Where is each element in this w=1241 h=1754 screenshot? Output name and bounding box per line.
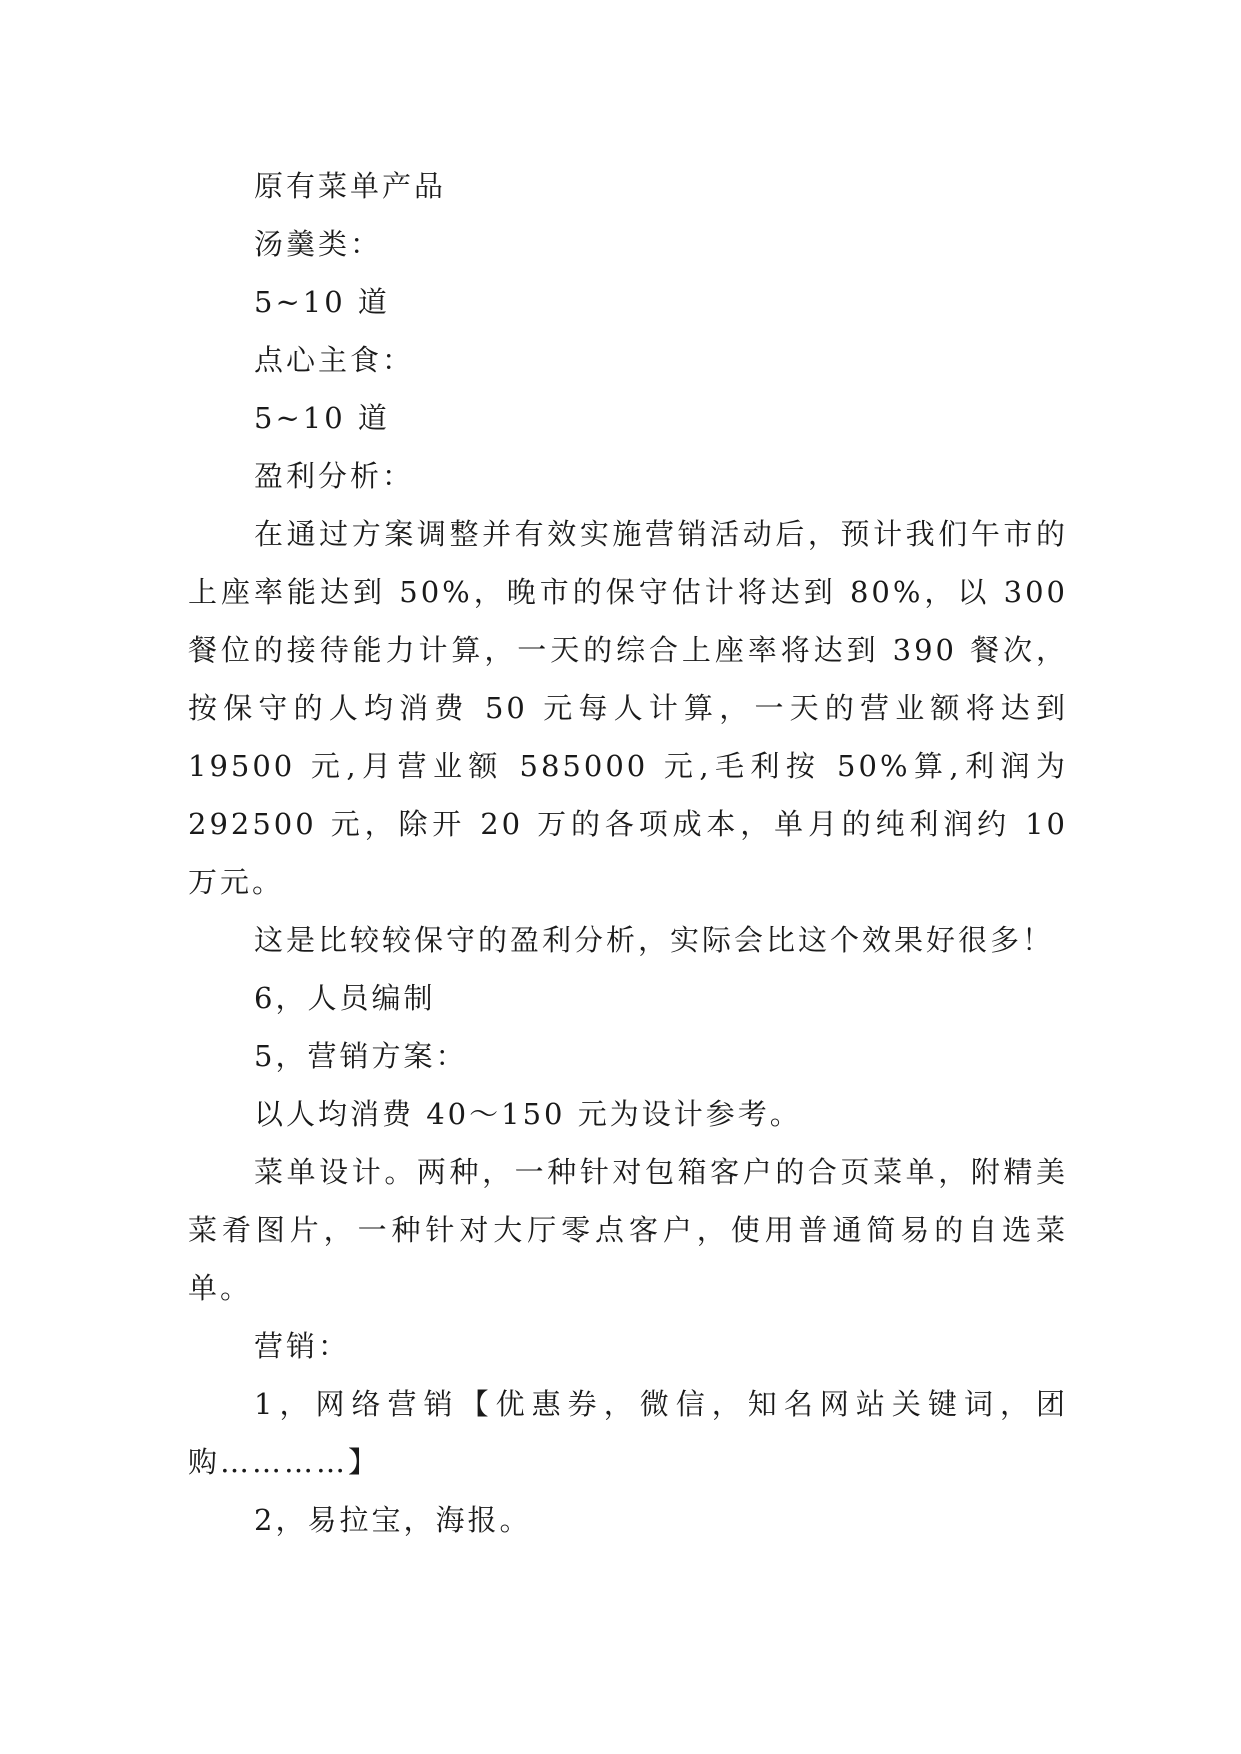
paragraph-marketing-plan: 5，营销方案： — [254, 1039, 468, 1073]
paragraph-profit-heading: 盈利分析： — [254, 459, 415, 493]
paragraph-online-marketing: 1，网络营销【优惠券，微信，知名网站关键词，团购…………】 — [188, 1387, 1068, 1479]
paragraph-dimsum-category: 点心主食： — [254, 343, 415, 377]
paragraph-profit-analysis: 在通过方案调整并有效实施营销活动后，预计我们午市的上座率能达到 50%，晚市的保守估计将达到 80%，以 300 餐位的接待能力计算，一天的综合上座率将达到 390 餐次，按保守的人均消费 50 元每人计算，一天的营业额将达到 19500 元,月营业额 585000 元,毛利按 50%算,利润为 292500 元，除开 20 万的各项成本，单月的纯利润约 10 万元。 — [188, 517, 1068, 899]
paragraph-spend-reference: 以人均消费 40～150 元为设计参考。 — [254, 1097, 802, 1131]
paragraph-menu-design: 菜单设计。两种，一种针对包箱客户的合页菜单，附精美菜肴图片，一种针对大厅零点客户，使用普通简易的自选菜单。 — [188, 1155, 1068, 1305]
paragraph-conservative-note: 这是比较较保守的盈利分析，实际会比这个效果好很多！ — [254, 923, 1055, 957]
paragraph-soup-category: 汤羹类： — [254, 227, 383, 261]
paragraph-dimsum-count: 5~10 道 — [254, 401, 390, 435]
paragraph-posters: 2，易拉宝，海报。 — [254, 1503, 532, 1537]
paragraph-soup-count: 5~10 道 — [254, 285, 390, 319]
paragraph-staffing: 6，人员编制 — [254, 981, 436, 1015]
paragraph-marketing-heading: 营销： — [254, 1329, 351, 1363]
paragraph-menu-products: 原有菜单产品 — [254, 169, 447, 203]
document-body — [188, 157, 1068, 1549]
